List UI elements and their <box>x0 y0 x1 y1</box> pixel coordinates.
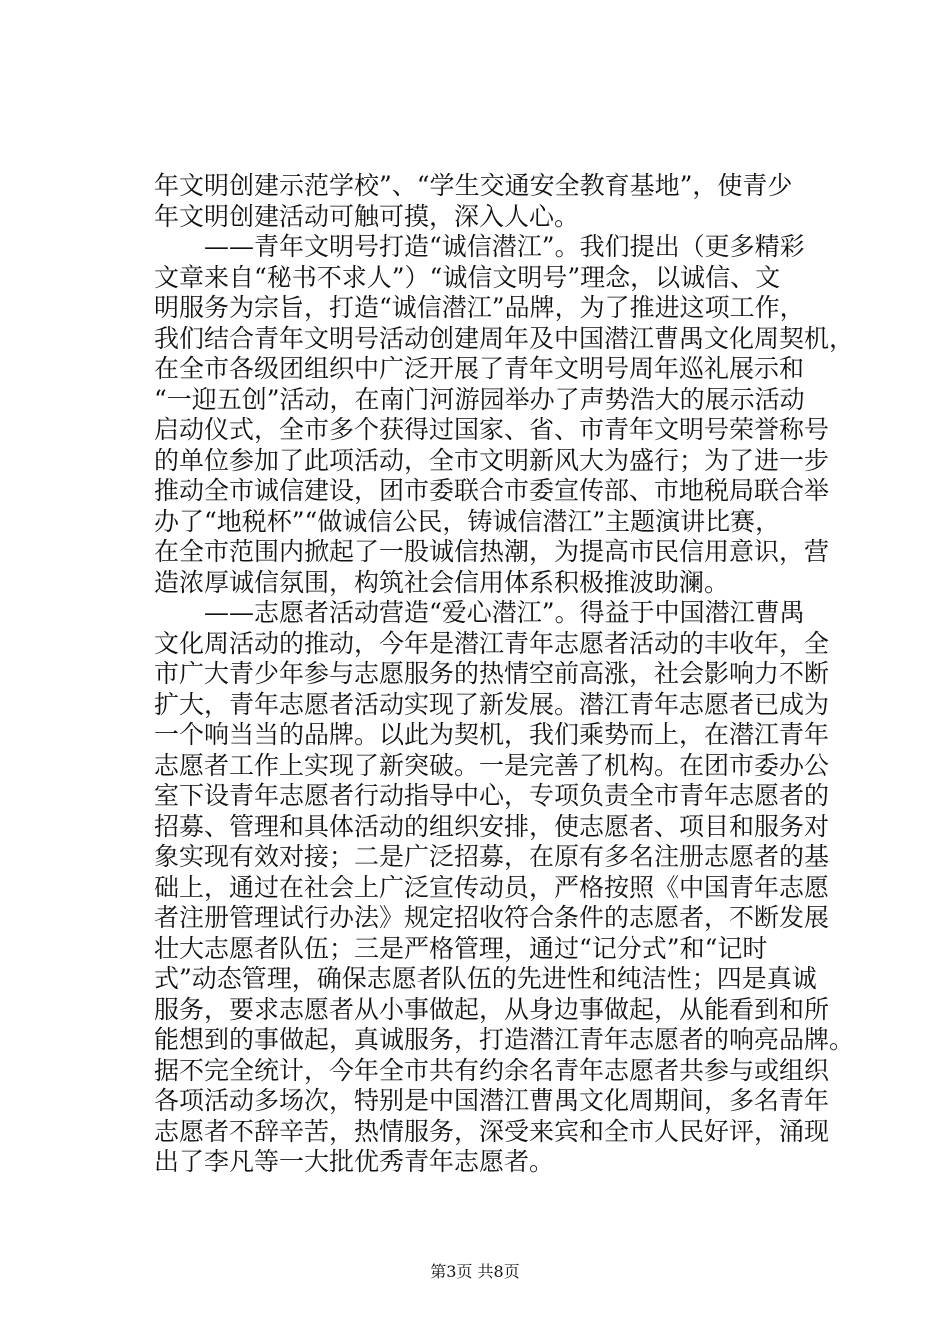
text-line: 在全市范围内掀起了一股诚信热潮，为提高市民信用意识，营 <box>154 537 830 566</box>
text-line: 造浓厚诚信氛围，构筑社会信用体系积极推波助澜。 <box>154 567 730 597</box>
text-line: 式”动态管理，确保志愿者队伍的先进性和纯洁性；四是真诚 <box>154 964 817 993</box>
document-body <box>154 171 854 1178</box>
text-line: 象实现有效对接；二是广泛招募，在原有多名注册志愿者的基 <box>154 842 830 871</box>
text-line: 招募、管理和具体活动的组织安排，使志愿者、项目和服务对 <box>154 811 830 841</box>
text-line: 市广大青少年参与志愿服务的热情空前高涨，社会影响力不断 <box>154 659 830 688</box>
text-line: 办了“地税杯”“做诚信公民，铸诚信潜江”主题演讲比赛， <box>154 506 781 536</box>
text-line: 一个响当当的品牌。以此为契机，我们乘势而上，在潜江青年 <box>154 720 830 749</box>
page-footer: 第3页 共8页 <box>430 1262 520 1281</box>
text-line: 据不完全统计，今年全市共有约余名青年志愿者共参与或组织 <box>154 1055 830 1085</box>
text-line: 能想到的事做起，真诚服务，打造潜江青年志愿者的响亮品牌。 <box>154 1025 855 1054</box>
text-line: 壮大志愿者队伍；三是严格管理，通过“记分式”和“记时 <box>154 933 768 963</box>
text-line: 室下设青年志愿者行动指导中心，专项负责全市青年志愿者的 <box>154 781 830 810</box>
text-line: 志愿者工作上实现了新突破。一是完善了机构。在团市委办公 <box>154 750 830 780</box>
text-line: 志愿者不辞辛苦，热情服务，深受来宾和全市人民好评，涌现 <box>154 1116 830 1146</box>
text-line: 的单位参加了此项活动，全市文明新风大为盛行；为了进一步 <box>154 445 830 475</box>
text-line: 文化周活动的推动，今年是潜江青年志愿者活动的丰收年，全 <box>154 628 830 658</box>
text-line: 启动仪式，全市多个获得过国家、省、市青年文明号荣誉称号 <box>154 415 830 444</box>
text-line: 各项活动多场次，特别是中国潜江曹禺文化周期间，多名青年 <box>154 1086 830 1115</box>
text-line: “一迎五创”活动，在南门河游园举办了声势浩大的展示活动 <box>154 384 805 414</box>
text-line: ——志愿者活动营造“爱心潜江”。得益于中国潜江曹禺 <box>154 598 805 627</box>
text-line: 推动全市诚信建设，团市委联合市委宣传部、市地税局联合举 <box>154 476 830 505</box>
text-line: 文章来自“秘书不求人”）“诚信文明号”理念，以诚信、文 <box>154 262 781 292</box>
text-line: 在全市各级团组织中广泛开展了青年文明号周年巡礼展示和 <box>154 354 805 383</box>
text-line: 础上，通过在社会上广泛宣传动员，严格按照《中国青年志愿 <box>154 872 830 902</box>
text-line: 出了李凡等一大批优秀青年志愿者。 <box>154 1147 555 1176</box>
text-line: 我们结合青年文明号活动创建周年及中国潜江曹禺文化周契机， <box>154 323 855 353</box>
text-line: 扩大，青年志愿者活动实现了新发展。潜江青年志愿者已成为 <box>154 689 830 719</box>
text-line: 明服务为宗旨，打造“诚信潜江”品牌，为了推进这项工作， <box>154 293 805 322</box>
text-line: ——青年文明号打造“诚信潜江”。我们提出（更多精彩 <box>154 232 805 261</box>
text-line: 年文明创建示范学校”、“学生交通安全教育基地”，使青少 <box>154 171 793 200</box>
text-line: 年文明创建活动可触可摸，深入人心。 <box>154 201 580 231</box>
text-line: 者注册管理试行办法》规定招收符合条件的志愿者，不断发展 <box>154 903 830 932</box>
text-line: 服务，要求志愿者从小事做起，从身边事做起，从能看到和所 <box>154 994 830 1024</box>
